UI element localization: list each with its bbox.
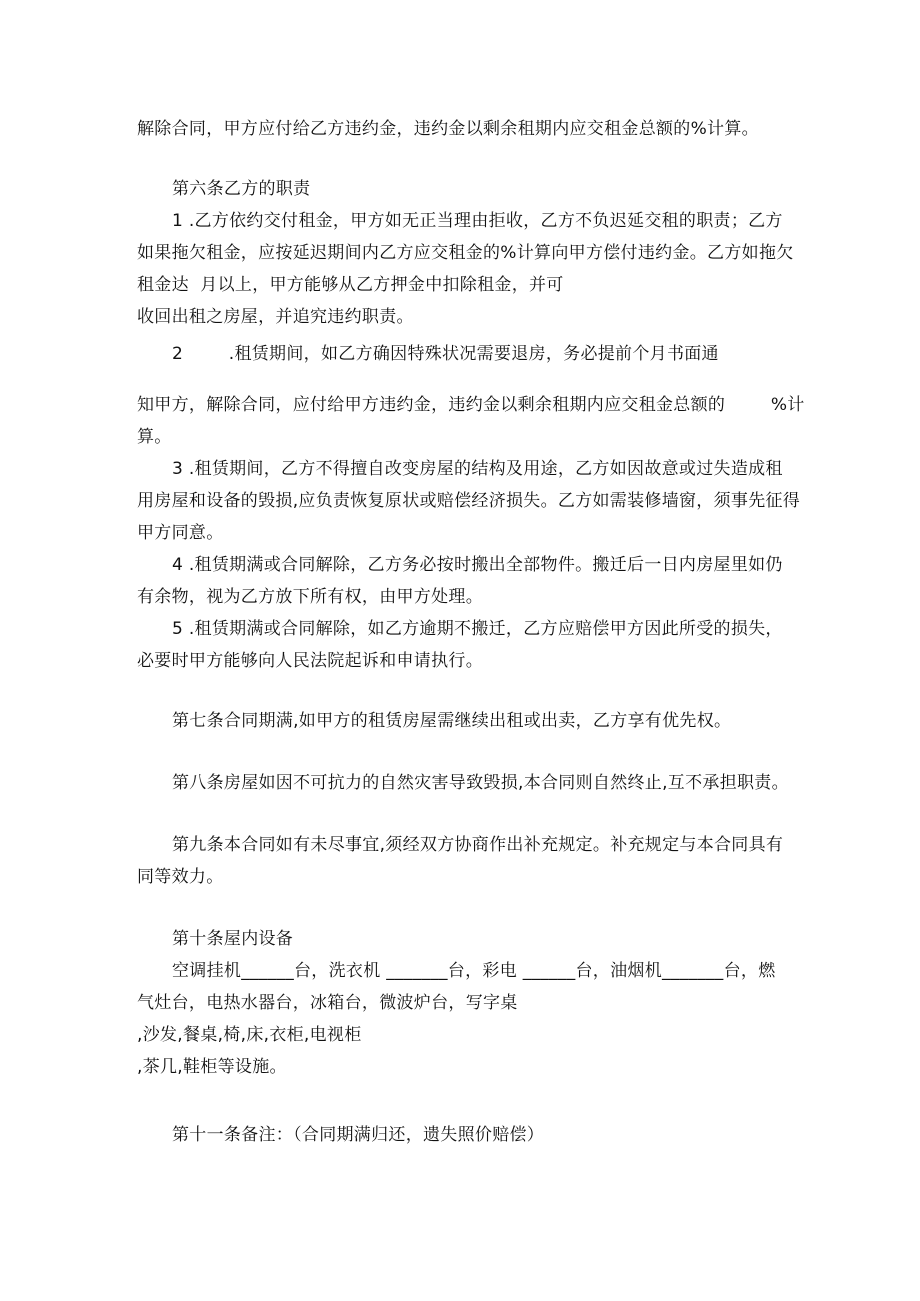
section-heading: 第十一条备注：（合同期满归还，遗失照价赔偿） xyxy=(172,1125,545,1145)
paragraph-line: 4 .租赁期满或合同解除，乙方务必按时搬出全部物件。搬迁后一日内房屋里如仍 xyxy=(172,555,783,575)
paragraph-line: 3 .租赁期间，乙方不得擅自改变房屋的结构及用途，乙方如因故意或过失造成租 xyxy=(172,459,783,479)
paragraph-line: 2 .租赁期间，如乙方确因特殊状况需要退房，务必提前个月书面通 xyxy=(172,344,719,364)
paragraph-line: 算。 xyxy=(137,427,172,447)
paragraph-line: 空调挂机______台，洗衣机 _______台，彩电 ______台，油烟机_______台，燃 xyxy=(172,961,776,981)
paragraph-line: 有余物，视为乙方放下所有权，由甲方处理。 xyxy=(137,587,483,607)
section-heading: 第十条屋内设备 xyxy=(172,929,294,949)
paragraph-line: 收回出租之房屋，并追究违约职责。 xyxy=(137,307,414,327)
paragraph-line: 1 .乙方依约交付租金，甲方如无正当理由拒收，乙方不负迟延交租的职责；乙方 xyxy=(172,211,783,231)
paragraph-line: 同等效力。 xyxy=(137,867,224,887)
paragraph-line: 必要时甲方能够向人民法院起诉和申请执行。 xyxy=(137,651,483,671)
paragraph-line: 如果拖欠租金，应按延迟期间内乙方应交租金的%计算向甲方偿付违约金。乙方如拖欠 xyxy=(137,243,794,263)
paragraph-line: 气灶台，电热水器台，冰箱台，微波炉台，写字桌 xyxy=(137,993,518,1013)
section-heading: 第八条房屋如因不可抗力的自然灾害导致毁损,本合同则自然终止,互不承担职责。 xyxy=(172,773,789,793)
paragraph-line: 5 .租赁期满或合同解除，如乙方逾期不搬迁，乙方应赔偿甲方因此所受的损失， xyxy=(172,619,783,639)
section-heading: 第六条乙方的职责 xyxy=(172,179,311,199)
paragraph-line: 知甲方，解除合同，应付给甲方违约金，违约金以剩余租期内应交租金总额的 %计 xyxy=(137,395,805,415)
section-heading: 第七条合同期满,如甲方的租赁房屋需继续出租或出卖，乙方享有优先权。 xyxy=(172,711,732,731)
paragraph-line: 甲方同意。 xyxy=(137,523,224,543)
paragraph-line: 用房屋和设备的毁损,应负责恢复原状或赔偿经济损失。乙方如需装修墙窗，须事先征得 xyxy=(137,491,801,511)
paragraph-line: ,沙发,餐桌,椅,床,衣柜,电视柜 xyxy=(137,1025,362,1045)
section-heading: 第九条本合同如有未尽事宜,须经双方协商作出补充规定。补充规定与本合同具有 xyxy=(172,835,784,855)
paragraph-line: 解除合同，甲方应付给乙方违约金，违约金以剩余租期内应交租金总额的%计算。 xyxy=(137,119,759,139)
paragraph-line: 租金达 月以上，甲方能够从乙方押金中扣除租金，并可 xyxy=(137,275,564,295)
paragraph-line: ,茶几,鞋柜等设施。 xyxy=(137,1057,287,1077)
